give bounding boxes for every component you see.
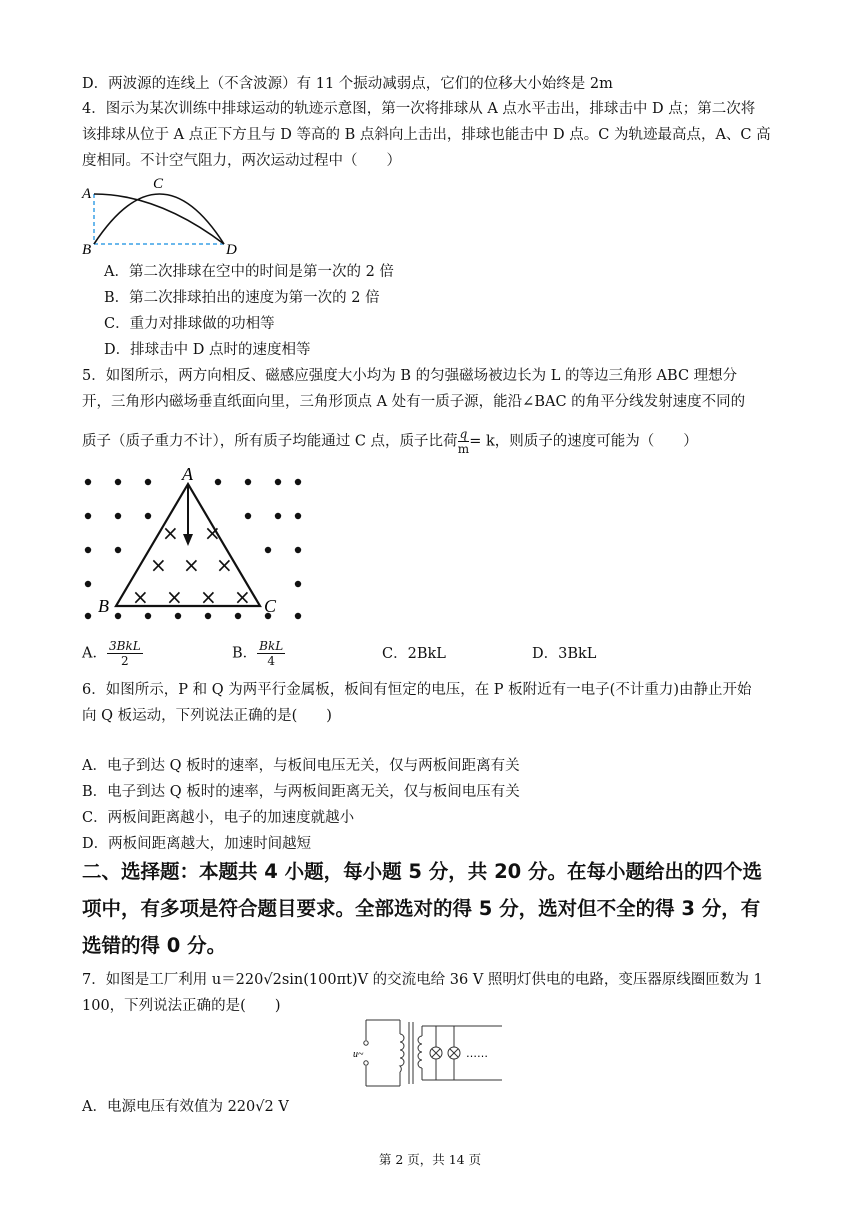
q4-option-b: B．第二次排球拍出的速度为第一次的 2 倍 <box>104 290 380 306</box>
page-footer: 第 2 页，共 14 页 <box>378 1152 482 1167</box>
q4-option-d: D．排球击中 D 点时的速度相等 <box>104 342 311 358</box>
q5-label-b: B <box>98 596 109 616</box>
q6-option-b: B．电子到达 Q 板时的速率，与两板间距离无关，仅与板间电压有关 <box>82 784 520 800</box>
section-heading-line1: 二、选择题：本题共 4 小题，每小题 5 分，共 20 分。在每小题给出的四个选 <box>82 860 763 883</box>
q4-label-a: A <box>82 186 92 202</box>
q4-stem-line3: 度相同。不计空气阻力，两次运动过程中（ ） <box>82 153 401 169</box>
section-heading-line2: 项中，有多项是符合题目要求。全部选对的得 5 分，选对但不全的得 3 分，有 <box>82 897 761 920</box>
q5-option-d: D．3BkL <box>532 646 597 662</box>
svg-text:×: × <box>216 553 233 577</box>
q5-stem-line1: 5．如图所示，两方向相反、磁感应强度大小均为 B 的匀强磁场被边长为 L 的等边三角形 ABC 理想分 <box>82 368 738 384</box>
q5-option-b: B． $\frac{\text{BkL}}{4}$ <box>232 639 284 668</box>
q5-charge-mass-ratio: $\frac{q}{m}$ <box>457 427 470 456</box>
section-heading-line3: 选错的得 0 分。 <box>82 934 227 957</box>
q5-stem-line2: 开，三角形内磁场垂直纸面向里，三角形顶点 A 处有一质子源，能沿∠BAC 的角平分线发射速度不同的 <box>82 394 746 410</box>
svg-text:×: × <box>132 585 149 609</box>
q7-stem-line1: 7．如图是工厂利用 u＝220√2sin(100πt)V 的交流电给 36 V 照明灯供电的电路，变压器原线圈匝数为 1 <box>82 972 763 988</box>
q4-stem-line1: 4．图示为某次训练中排球运动的轨迹示意图，第一次将排球从 A 点水平击出，排球击中 D 点；第二次将 <box>82 101 756 117</box>
q4-trajectory-diagram <box>78 172 248 258</box>
q6-option-d: D．两板间距离越大，加速时间越短 <box>82 836 312 852</box>
svg-text:×: × <box>166 585 183 609</box>
q5-stem-line3: 质子（质子重力不计），所有质子均能通过 C 点，质子比荷 $\frac{q}{m}$ = k，则质子的速度可能为（ ） <box>82 427 698 456</box>
q5-label-c: C <box>264 596 277 616</box>
svg-text:×: × <box>200 585 217 609</box>
q4-stem-line2: 该排球从位于 A 点正下方且与 D 等高的 B 点斜向上击出，排球也能击中 D 点。C 为轨迹最高点，A、C 高 <box>82 127 771 143</box>
svg-text:×: × <box>162 521 179 545</box>
q4-label-d: D <box>226 242 237 258</box>
q4-option-a: A．第二次排球在空中的时间是第一次的 2 倍 <box>104 264 394 280</box>
q7-option-a: A．电源电压有效值为 220√2 V <box>82 1099 289 1115</box>
q5-label-a: A <box>182 464 193 484</box>
svg-text:×: × <box>150 553 167 577</box>
q5-option-c: C．2BkL <box>382 646 446 662</box>
q6-stem-line2: 向 Q 板运动，下列说法正确的是( ) <box>82 708 332 724</box>
q7-transformer-circuit <box>352 1016 508 1092</box>
svg-text:×: × <box>183 553 200 577</box>
svg-text:×: × <box>204 521 221 545</box>
q7-ellipsis: …… <box>466 1047 488 1060</box>
q4-label-c: C <box>153 176 164 192</box>
q6-option-a: A．电子到达 Q 板时的速率，与板间电压无关，仅与两板间距离有关 <box>82 758 520 774</box>
q5-magnetic-field-diagram <box>80 464 310 624</box>
q4-label-b: B <box>82 242 92 258</box>
q4-option-c: C．重力对排球做的功相等 <box>104 316 275 332</box>
q6-option-c: C．两板间距离越小，电子的加速度就越小 <box>82 810 355 826</box>
q7-source-label: u~ <box>353 1049 364 1060</box>
svg-text:×: × <box>234 585 251 609</box>
q5-option-a: A． $\frac{\text{3BkL}}{2}$ <box>82 639 141 668</box>
q7-stem-line2: 100，下列说法正确的是( ) <box>82 998 281 1014</box>
q6-stem-line1: 6．如图所示，P 和 Q 为两平行金属板，板间有恒定的电压，在 P 板附近有一电子(不计重力)由静止开始 <box>82 682 752 698</box>
q3-option-d: D．两波源的连线上（不含波源）有 11 个振动减弱点，它们的位移大小始终是 2m <box>82 76 613 92</box>
